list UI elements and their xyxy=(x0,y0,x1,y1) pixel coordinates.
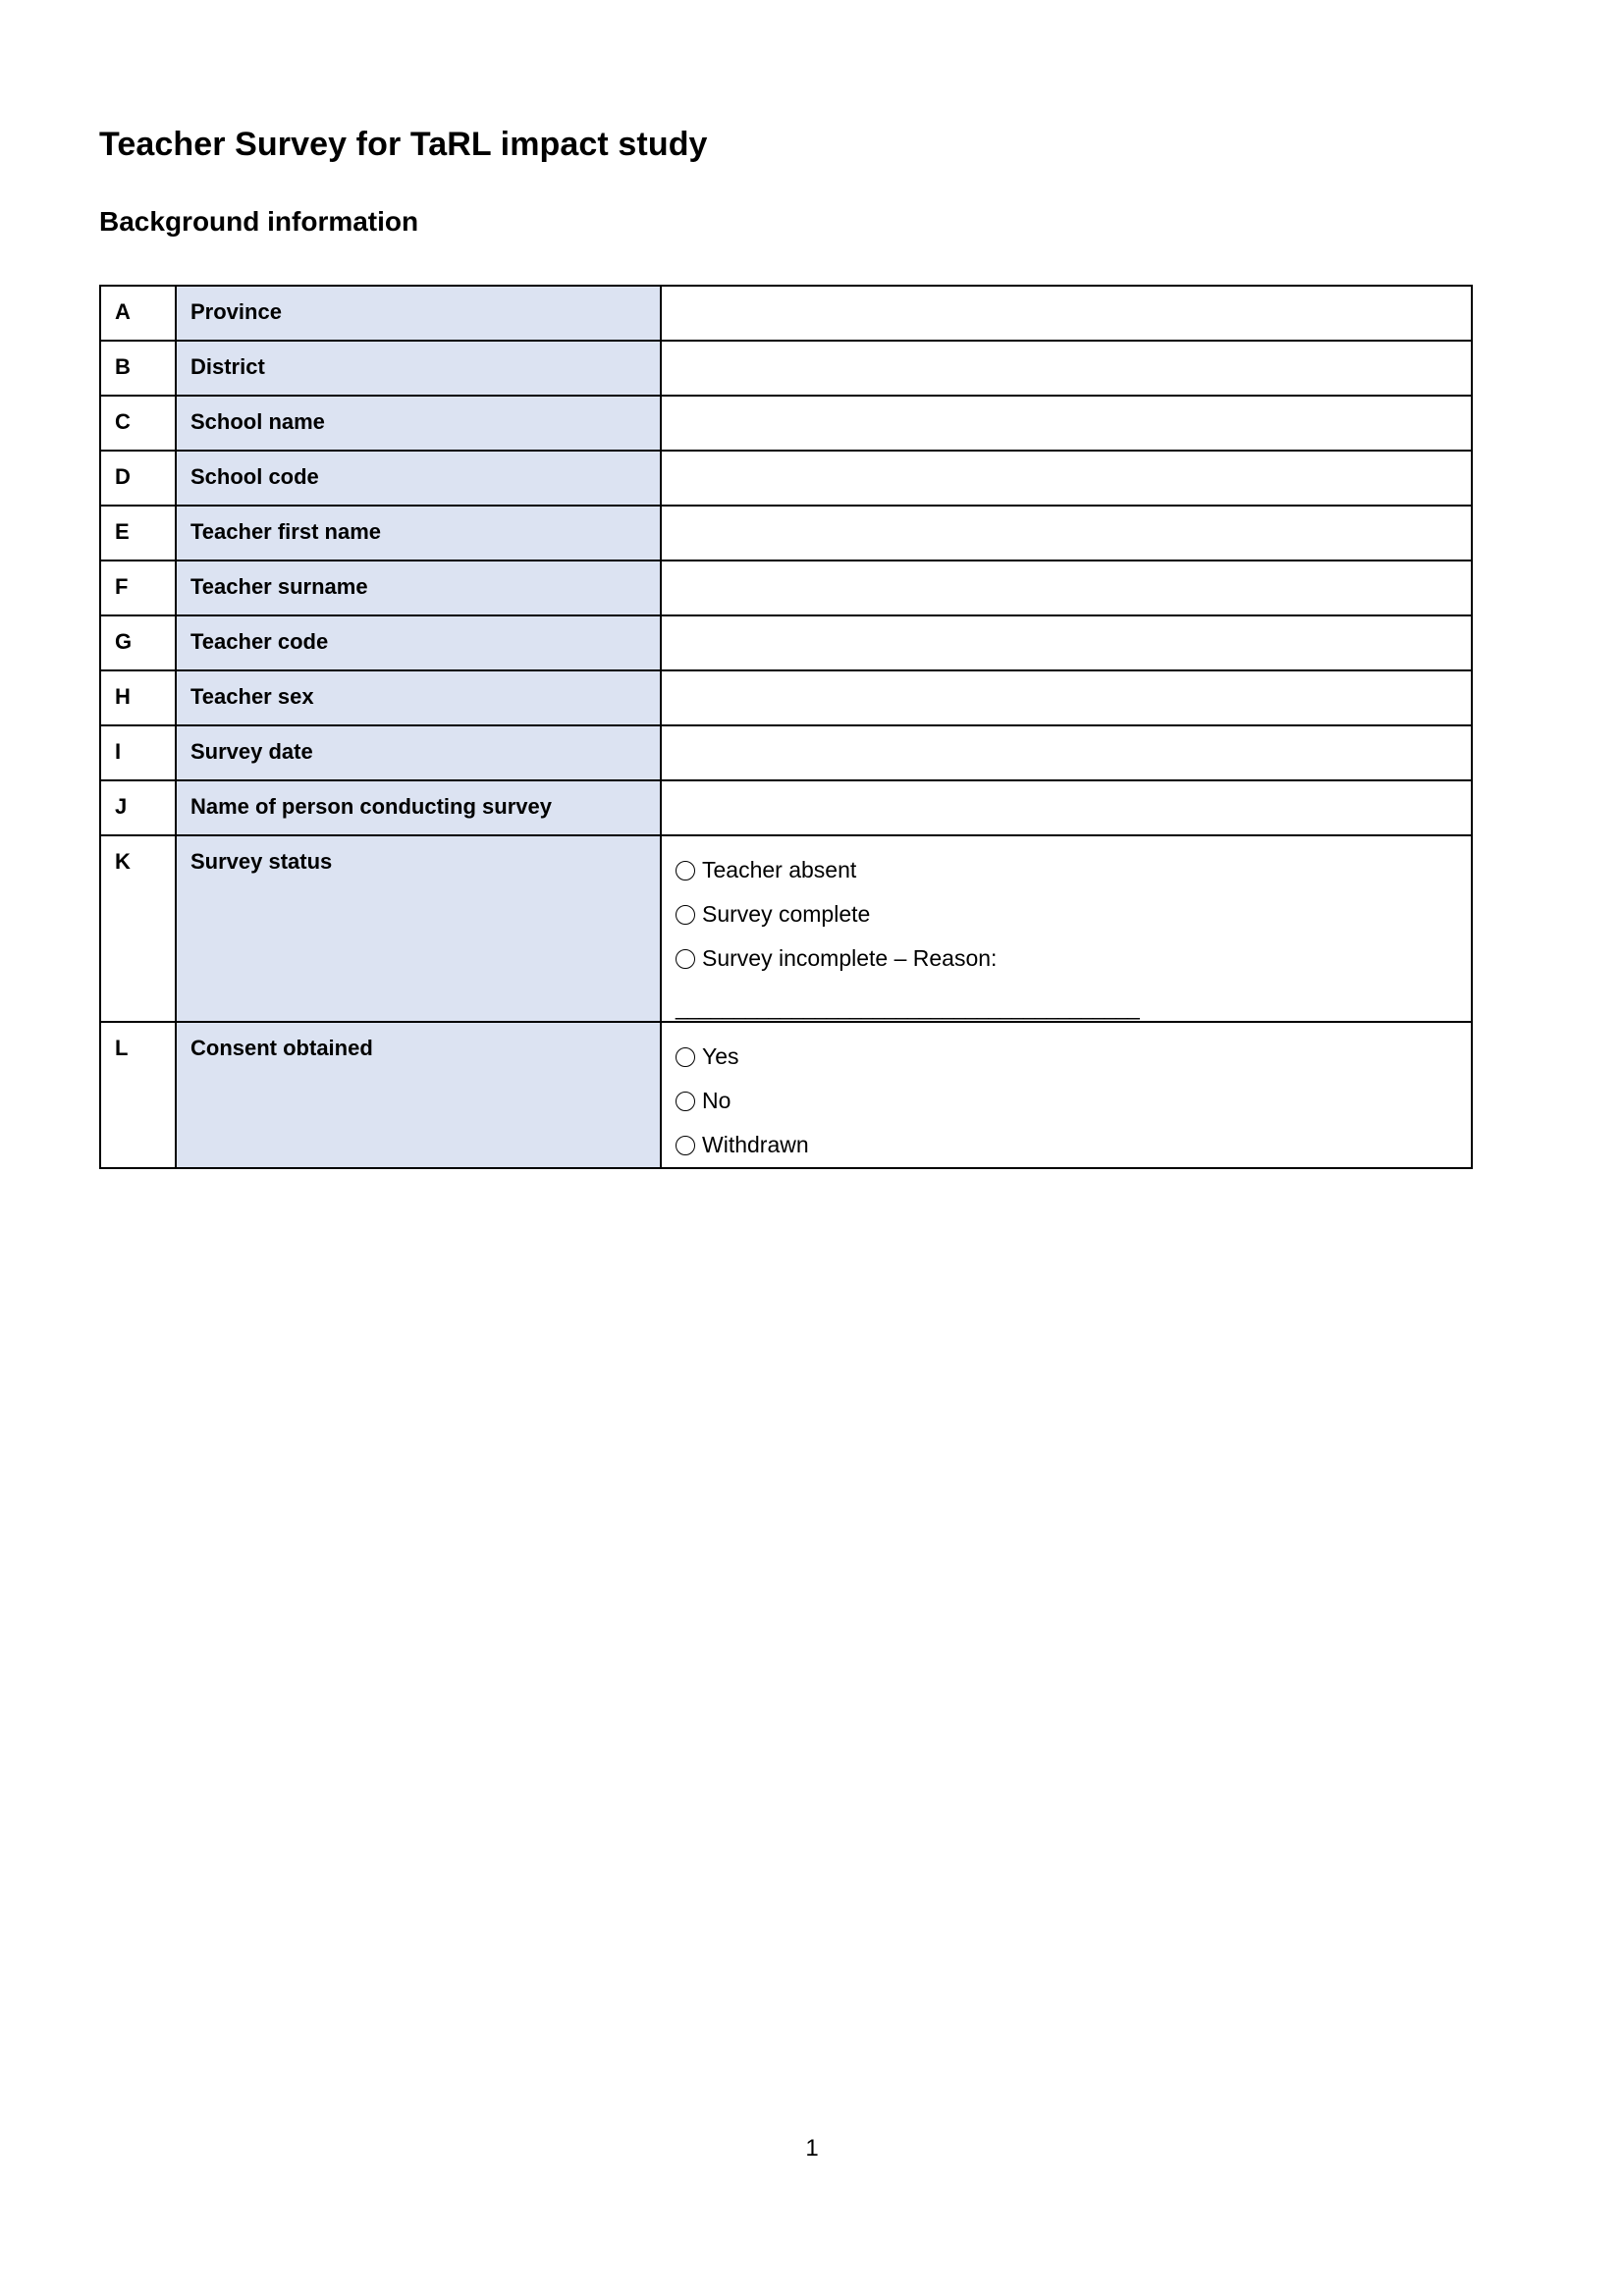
row-value-field[interactable] xyxy=(661,725,1472,780)
row-value-field[interactable] xyxy=(661,670,1472,725)
row-letter: L xyxy=(100,1022,176,1168)
radio-option-survey-incomplete[interactable] xyxy=(676,936,1471,981)
radio-option-label: Teacher absent xyxy=(702,857,857,882)
table-row-consent-obtained xyxy=(100,1022,1472,1168)
table-row xyxy=(100,725,1472,780)
row-label: Teacher code xyxy=(176,615,661,670)
consent-obtained-options xyxy=(661,1022,1472,1168)
radio-group-consent-obtained xyxy=(662,1023,1471,1167)
table-row xyxy=(100,670,1472,725)
row-label: Teacher surname xyxy=(176,561,661,615)
row-letter: K xyxy=(100,835,176,1022)
page-number-footer: 1 xyxy=(805,2135,819,2162)
row-letter: F xyxy=(100,561,176,615)
row-value-field[interactable] xyxy=(661,341,1472,396)
section-heading-background-information: Background information xyxy=(99,206,419,237)
radio-circle-icon[interactable] xyxy=(676,1092,695,1111)
row-value-field[interactable] xyxy=(661,506,1472,561)
row-letter: D xyxy=(100,451,176,506)
table-row xyxy=(100,286,1472,341)
row-label: Survey status xyxy=(176,835,661,1022)
row-value-field[interactable] xyxy=(661,396,1472,451)
radio-group-survey-status xyxy=(662,836,1471,981)
radio-option-label: Survey complete xyxy=(702,901,871,927)
row-label: Teacher first name xyxy=(176,506,661,561)
table-row xyxy=(100,341,1472,396)
radio-circle-icon[interactable] xyxy=(676,861,695,881)
table-row xyxy=(100,506,1472,561)
page-title: Teacher Survey for TaRL impact study xyxy=(99,126,708,163)
row-label: Survey date xyxy=(176,725,661,780)
row-label: Consent obtained xyxy=(176,1022,661,1168)
radio-option-label: No xyxy=(702,1088,731,1113)
radio-circle-icon[interactable] xyxy=(676,905,695,925)
radio-option-label: Yes xyxy=(702,1043,739,1069)
row-letter: H xyxy=(100,670,176,725)
row-value-field[interactable] xyxy=(661,780,1472,835)
row-letter: J xyxy=(100,780,176,835)
radio-option-no[interactable] xyxy=(676,1079,1471,1123)
row-value-field[interactable] xyxy=(661,615,1472,670)
survey-status-options xyxy=(661,835,1472,1022)
row-letter: E xyxy=(100,506,176,561)
row-letter: I xyxy=(100,725,176,780)
radio-option-label: Withdrawn xyxy=(702,1132,809,1157)
table-row xyxy=(100,780,1472,835)
row-letter: B xyxy=(100,341,176,396)
row-letter: A xyxy=(100,286,176,341)
radio-circle-icon[interactable] xyxy=(676,949,695,969)
row-value-field[interactable] xyxy=(661,451,1472,506)
radio-option-yes[interactable] xyxy=(676,1035,1471,1079)
row-label: School name xyxy=(176,396,661,451)
table-row xyxy=(100,561,1472,615)
row-letter: G xyxy=(100,615,176,670)
row-label: District xyxy=(176,341,661,396)
radio-circle-icon[interactable] xyxy=(676,1136,695,1155)
row-value-field[interactable] xyxy=(661,561,1472,615)
radio-option-teacher-absent[interactable] xyxy=(676,848,1471,892)
reason-write-in-line[interactable]: ________________________________________ xyxy=(676,994,1139,1020)
table-row xyxy=(100,396,1472,451)
radio-option-label: Survey incomplete – Reason: xyxy=(702,945,998,971)
table-row-survey-status xyxy=(100,835,1472,1022)
row-label: Teacher sex xyxy=(176,670,661,725)
background-information-table xyxy=(99,285,1473,1169)
radio-option-withdrawn[interactable] xyxy=(676,1123,1471,1167)
radio-option-survey-complete[interactable] xyxy=(676,892,1471,936)
radio-circle-icon[interactable] xyxy=(676,1047,695,1067)
row-label: Province xyxy=(176,286,661,341)
table-row xyxy=(100,615,1472,670)
row-label: Name of person conducting survey xyxy=(176,780,661,835)
row-letter: C xyxy=(100,396,176,451)
row-label: School code xyxy=(176,451,661,506)
row-value-field[interactable] xyxy=(661,286,1472,341)
table-row xyxy=(100,451,1472,506)
